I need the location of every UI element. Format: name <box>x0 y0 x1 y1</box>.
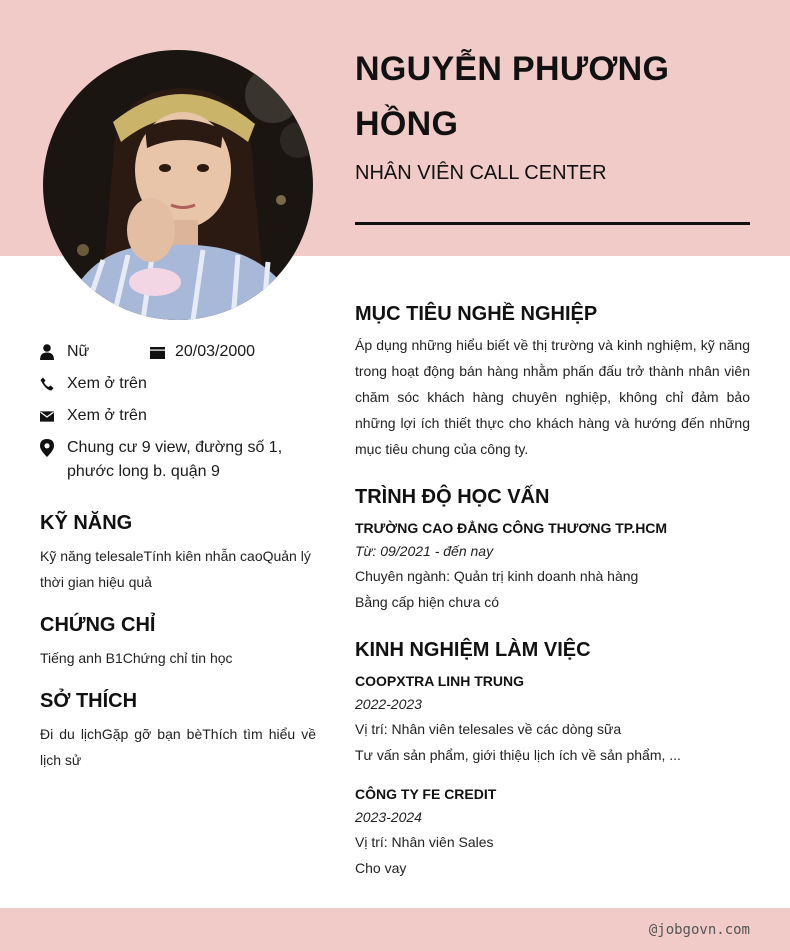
candidate-name: NGUYỄN PHƯƠNG HỒNG <box>355 50 670 143</box>
certificates-text: Tiếng anh B1Chứng chỉ tin học <box>40 650 233 666</box>
skills-text: Kỹ năng telesaleTính kiên nhẫn caoQuản lý thời gian hiệu quả <box>40 548 311 590</box>
mail-icon <box>40 404 54 428</box>
job-title: NHÂN VIÊN CALL CENTER <box>355 162 607 184</box>
location-icon <box>40 436 54 460</box>
address-row <box>40 436 300 484</box>
education-heading: TRÌNH ĐỘ HỌC VẤN <box>355 486 550 508</box>
job-position: Vị trí: Nhân viên Sales <box>355 834 494 850</box>
experience-heading: KINH NGHIỆM LÀM VIỆC <box>355 639 591 661</box>
hobbies-text: Đi du lịchGặp gỡ bạn bèThích tìm hiểu về lịch sử <box>40 726 316 768</box>
job-period: 2022-2023 <box>355 696 422 712</box>
school-name: TRƯỜNG CAO ĐẲNG CÔNG THƯƠNG TP.HCM <box>355 520 668 536</box>
objective-heading: MỤC TIÊU NGHỀ NGHIỆP <box>355 303 598 325</box>
job-description: Tư vấn sản phẩm, giới thiệu lịch ích về sản phẩm, ... <box>355 747 681 763</box>
gender-row <box>40 340 89 364</box>
hobbies-heading: SỞ THÍCH <box>40 690 138 712</box>
phone-value: Xem ở trên <box>67 375 147 392</box>
skills-heading: KỸ NĂNG <box>40 512 133 534</box>
education-major: Chuyên ngành: Quản trị kinh doanh nhà hàng <box>355 568 639 584</box>
education-period: Từ: 09/2021 - đến nay <box>355 543 494 559</box>
objective-text: Áp dụng những hiểu biết về thị trường và kinh nghiệm, kỹ năng trong hoạt động bán hàng nhằm phấn đấu trở thành nhân viên chăm sóc khách hàng chuyên nghiệp, không chỉ đảm bảo những lợi ích thiết thực cho khách hàng và hướng đến những mục tiêu chung của công ty. <box>355 337 750 457</box>
user-icon <box>40 340 54 364</box>
avatar <box>43 50 313 320</box>
education-degree: Bằng cấp hiện chưa có <box>355 594 500 610</box>
email-value: Xem ở trên <box>67 407 147 424</box>
address-value: Chung cư 9 view, đường số 1, phước long b. quận 9 <box>67 439 283 480</box>
job-description: Cho vay <box>355 860 407 876</box>
certificates-heading: CHỨNG CHỈ <box>40 614 156 636</box>
footer-credit[interactable]: @jobgovn.com <box>648 922 750 938</box>
job-period: 2023-2024 <box>355 809 422 825</box>
birthday-value: 20/03/2000 <box>175 343 256 360</box>
phone-row <box>40 372 147 396</box>
job-company: COOPXTRA LINH TRUNG <box>355 673 525 689</box>
job-company: CÔNG TY FE CREDIT <box>355 786 497 802</box>
email-row <box>40 404 147 428</box>
phone-icon <box>40 372 54 396</box>
title-divider <box>355 222 750 225</box>
birthday-row <box>150 340 255 364</box>
job-position: Vị trí: Nhân viên telesales về các dòng sữa <box>355 721 622 737</box>
calendar-icon <box>150 340 165 364</box>
gender-value: Nữ <box>67 343 90 360</box>
